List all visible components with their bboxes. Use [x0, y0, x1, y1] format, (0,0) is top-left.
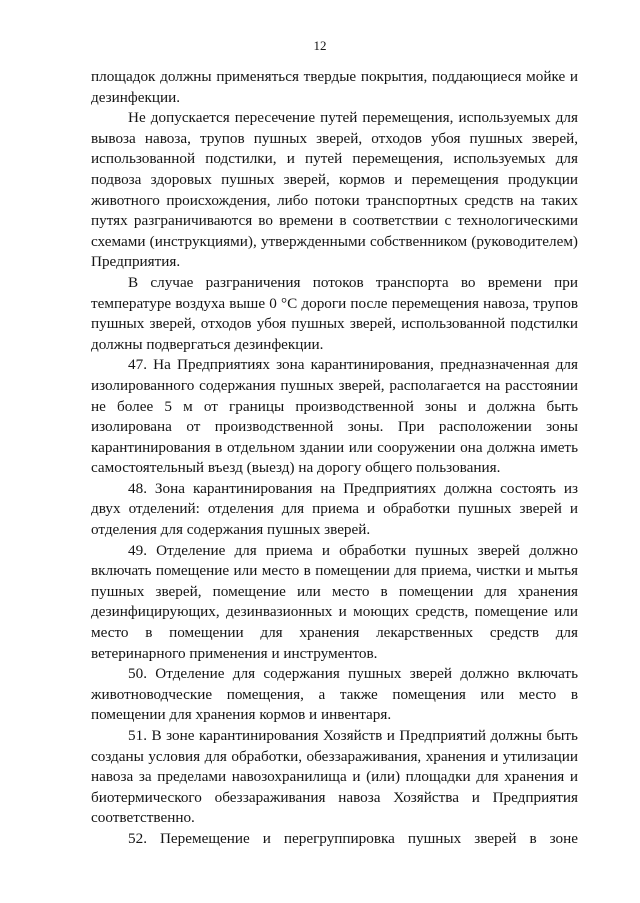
document-body — [91, 67, 578, 850]
paragraph-item-52: 52. Перемещение и перегруппировка пушных зверей в зоне — [128, 829, 578, 847]
page-number: 12 — [313, 38, 327, 53]
paragraph-item-49: 49. Отделение для приема и обработки пушных зверей должно включать помещение или место в помещении для приема, чистки и мытья пушных зверей, помещение или место в помещении для хранения дезинфицирующих, дезинвазионных и моющих средств, помещение или место в помещении для хранения лекарственных средств для ветеринарного применения и инструментов. — [91, 541, 578, 662]
paragraph-item-48: 48. Зона карантинирования на Предприятиях должна состоять из двух отделений: отделения для приема и обработки пушных зверей и отделения для содержания пушных зверей. — [91, 479, 578, 539]
paragraph: В случае разграничения потоков транспорта во времени при температуре воздуха выше 0 °С дороги после перемещения навоза, трупов пушных зверей, отходов убоя пушных зверей, использованной подстилки должны подвергаться дезинфекции. — [91, 273, 578, 353]
paragraph-item-47: 47. На Предприятиях зона карантинирования, предназначенная для изолированного содержания пушных зверей, располагается на расстоянии не более 5 м от границы производственной зоны и должна быть изолирована от производственной зоны. При расположении зоны карантинирования в отдельном здании или сооружении она должна иметь самостоятельный въезд (выезд) на дорогу общего пользования. — [91, 356, 578, 477]
paragraph: Не допускается пересечение путей перемещения, используемых для вывоза навоза, трупов пушных зверей, отходов убоя пушных зверей, использованной подстилки, и путей перемещения, используемых для подвоза здоровых пушных зверей, кормов и перемещения продукции животного происхождения, либо потоки транспортных средств на таких путях разграничиваются во времени в соответствии с технологическими схемами (инструкциями), утвержденными собственником (руководителем) Предприятия. — [91, 109, 578, 271]
paragraph-continued: площадок должны применяться твердые покрытия, поддающиеся мойке и дезинфекции. — [91, 68, 578, 106]
paragraph-item-51: 51. В зоне карантинирования Хозяйств и Предприятий должны быть созданы условия для обработки, обеззараживания, хранения и утилизации навоза за пределами навозохранилища и (или) площадки для хранения и биотермического обеззараживания навоза Хозяйства и Предприятия соответственно. — [91, 727, 578, 827]
paragraph-item-50: 50. Отделение для содержания пушных зверей должно включать животноводческие помещения, а также помещения или место в помещении для хранения кормов и инвентаря. — [91, 665, 578, 724]
